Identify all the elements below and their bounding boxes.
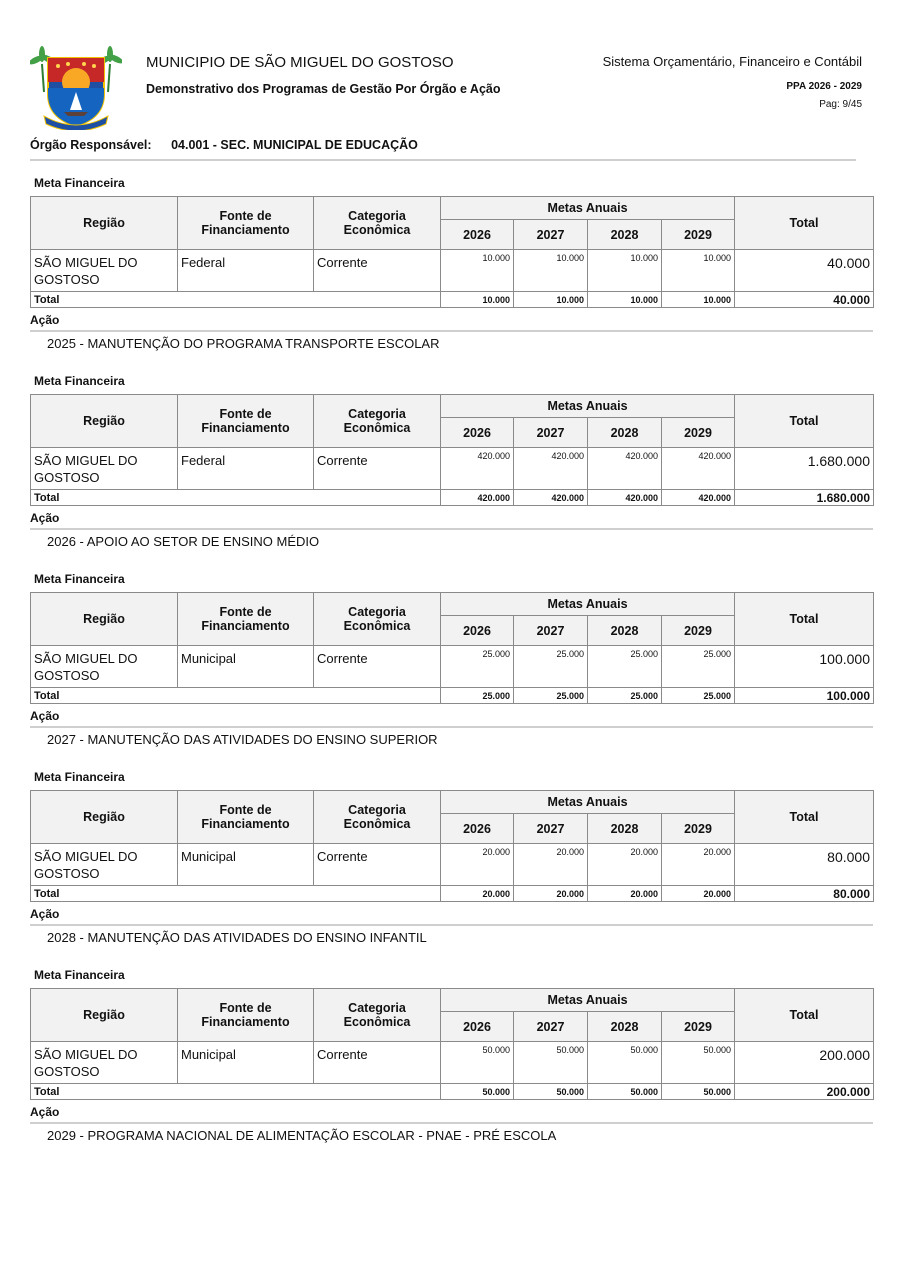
acao-label: Ação (30, 907, 60, 921)
total-grand: 100.000 (735, 688, 874, 704)
total-2028: 50.000 (588, 1084, 662, 1100)
acao-description: 2027 - MANUTENÇÃO DAS ATIVIDADES DO ENSINO SUPERIOR (47, 732, 438, 747)
cell-value-2027: 10.000 (514, 250, 588, 292)
header-divider (30, 159, 856, 161)
col-fonte: Fonte de Financiamento (178, 593, 314, 646)
cell-value-2026: 25.000 (441, 646, 514, 688)
col-year: 2027 (514, 616, 588, 646)
col-fonte: Fonte de Financiamento (178, 197, 314, 250)
acao-label: Ação (30, 313, 60, 327)
cell-value-2028: 20.000 (588, 844, 662, 886)
col-regiao: Região (31, 791, 178, 844)
municipal-coat-of-arms-logo (30, 42, 122, 130)
total-grand: 80.000 (735, 886, 874, 902)
cell-regiao: SÃO MIGUEL DO GOSTOSO (31, 1042, 178, 1084)
cell-total: 40.000 (735, 250, 874, 292)
financial-goal-block (30, 966, 873, 1164)
col-year: 2029 (662, 220, 735, 250)
table-row (31, 646, 874, 688)
col-year: 2026 (441, 1012, 514, 1042)
meta-financeira-title: Meta Financeira (34, 572, 125, 586)
total-grand: 40.000 (735, 292, 874, 308)
cell-categoria: Corrente (314, 250, 441, 292)
total-2029: 10.000 (662, 292, 735, 308)
total-2029: 420.000 (662, 490, 735, 506)
responsible-organ-value: 04.001 - SEC. MUNICIPAL DE EDUCAÇÃO (171, 138, 418, 152)
col-categoria: Categoria Econômica (314, 197, 441, 250)
total-2026: 420.000 (441, 490, 514, 506)
col-metas-anuais: Metas Anuais (441, 395, 735, 418)
col-year: 2029 (662, 814, 735, 844)
cell-regiao: SÃO MIGUEL DO GOSTOSO (31, 646, 178, 688)
report-title: Demonstrativo dos Programas de Gestão Por Órgão e Ação (146, 82, 501, 96)
cell-categoria: Corrente (314, 448, 441, 490)
report-header (0, 0, 900, 130)
cell-value-2027: 25.000 (514, 646, 588, 688)
financial-goal-table (30, 592, 874, 704)
cell-value-2028: 420.000 (588, 448, 662, 490)
col-categoria: Categoria Econômica (314, 989, 441, 1042)
total-row (31, 688, 874, 704)
cell-value-2027: 420.000 (514, 448, 588, 490)
cell-regiao: SÃO MIGUEL DO GOSTOSO (31, 844, 178, 886)
page-number: Pag: 9/45 (819, 99, 862, 110)
table-row (31, 1042, 874, 1084)
total-2027: 50.000 (514, 1084, 588, 1100)
col-total: Total (735, 593, 874, 646)
col-regiao: Região (31, 989, 178, 1042)
cell-value-2029: 10.000 (662, 250, 735, 292)
cell-total: 1.680.000 (735, 448, 874, 490)
cell-value-2027: 20.000 (514, 844, 588, 886)
cell-categoria: Corrente (314, 1042, 441, 1084)
cell-value-2029: 50.000 (662, 1042, 735, 1084)
total-row-label: Total (31, 490, 441, 506)
total-grand: 1.680.000 (735, 490, 874, 506)
col-year: 2029 (662, 418, 735, 448)
cell-total: 80.000 (735, 844, 874, 886)
col-regiao: Região (31, 593, 178, 646)
total-2027: 10.000 (514, 292, 588, 308)
cell-regiao: SÃO MIGUEL DO GOSTOSO (31, 448, 178, 490)
col-categoria: Categoria Econômica (314, 395, 441, 448)
cell-fonte: Municipal (178, 646, 314, 688)
col-year: 2027 (514, 220, 588, 250)
col-year: 2028 (588, 1012, 662, 1042)
meta-financeira-title: Meta Financeira (34, 968, 125, 982)
system-name: Sistema Orçamentário, Financeiro e Contábil (602, 54, 862, 69)
col-year: 2026 (441, 220, 514, 250)
total-2028: 25.000 (588, 688, 662, 704)
table-row (31, 844, 874, 886)
cell-total: 200.000 (735, 1042, 874, 1084)
responsible-organ-label: Órgão Responsável: (30, 138, 152, 152)
col-metas-anuais: Metas Anuais (441, 989, 735, 1012)
municipality-name: MUNICIPIO DE SÃO MIGUEL DO GOSTOSO (146, 54, 454, 71)
acao-description: 2029 - PROGRAMA NACIONAL DE ALIMENTAÇÃO ESCOLAR - PNAE - PRÉ ESCOLA (47, 1128, 557, 1143)
financial-goal-block (30, 570, 873, 768)
col-year: 2028 (588, 220, 662, 250)
financial-goal-block (30, 768, 873, 966)
total-2027: 420.000 (514, 490, 588, 506)
col-year: 2026 (441, 616, 514, 646)
total-2029: 20.000 (662, 886, 735, 902)
col-year: 2027 (514, 814, 588, 844)
col-total: Total (735, 989, 874, 1042)
col-year: 2026 (441, 814, 514, 844)
total-2026: 50.000 (441, 1084, 514, 1100)
cell-value-2028: 10.000 (588, 250, 662, 292)
total-row (31, 490, 874, 506)
col-categoria: Categoria Econômica (314, 791, 441, 844)
meta-financeira-title: Meta Financeira (34, 374, 125, 388)
ppa-period: PPA 2026 - 2029 (786, 81, 862, 92)
cell-value-2029: 20.000 (662, 844, 735, 886)
total-row-label: Total (31, 886, 441, 902)
col-year: 2028 (588, 814, 662, 844)
cell-value-2026: 10.000 (441, 250, 514, 292)
acao-description: 2025 - MANUTENÇÃO DO PROGRAMA TRANSPORTE ESCOLAR (47, 336, 440, 351)
col-metas-anuais: Metas Anuais (441, 791, 735, 814)
cell-fonte: Federal (178, 448, 314, 490)
cell-value-2027: 50.000 (514, 1042, 588, 1084)
total-2028: 10.000 (588, 292, 662, 308)
financial-goal-table (30, 394, 874, 506)
total-grand: 200.000 (735, 1084, 874, 1100)
cell-fonte: Federal (178, 250, 314, 292)
responsible-organ (30, 138, 418, 152)
total-row (31, 1084, 874, 1100)
acao-divider (30, 924, 873, 926)
cell-value-2029: 420.000 (662, 448, 735, 490)
total-2029: 25.000 (662, 688, 735, 704)
col-categoria: Categoria Econômica (314, 593, 441, 646)
cell-value-2029: 25.000 (662, 646, 735, 688)
total-2029: 50.000 (662, 1084, 735, 1100)
cell-fonte: Municipal (178, 844, 314, 886)
table-row (31, 448, 874, 490)
total-row-label: Total (31, 292, 441, 308)
financial-goal-block (30, 372, 873, 570)
col-year: 2029 (662, 1012, 735, 1042)
acao-divider (30, 330, 873, 332)
cell-value-2028: 50.000 (588, 1042, 662, 1084)
col-year: 2026 (441, 418, 514, 448)
acao-description: 2028 - MANUTENÇÃO DAS ATIVIDADES DO ENSINO INFANTIL (47, 930, 427, 945)
acao-divider (30, 726, 873, 728)
col-total: Total (735, 197, 874, 250)
acao-description: 2026 - APOIO AO SETOR DE ENSINO MÉDIO (47, 534, 320, 549)
acao-divider (30, 1122, 873, 1124)
cell-total: 100.000 (735, 646, 874, 688)
col-total: Total (735, 791, 874, 844)
col-regiao: Região (31, 395, 178, 448)
col-fonte: Fonte de Financiamento (178, 989, 314, 1042)
total-2028: 20.000 (588, 886, 662, 902)
col-metas-anuais: Metas Anuais (441, 593, 735, 616)
total-row-label: Total (31, 1084, 441, 1100)
cell-categoria: Corrente (314, 646, 441, 688)
acao-label: Ação (30, 709, 60, 723)
cell-value-2026: 50.000 (441, 1042, 514, 1084)
col-year: 2027 (514, 418, 588, 448)
col-year: 2028 (588, 418, 662, 448)
financial-goal-table (30, 196, 874, 308)
total-2026: 20.000 (441, 886, 514, 902)
col-metas-anuais: Metas Anuais (441, 197, 735, 220)
total-2026: 10.000 (441, 292, 514, 308)
total-row (31, 886, 874, 902)
col-year: 2029 (662, 616, 735, 646)
acao-divider (30, 528, 873, 530)
cell-value-2026: 420.000 (441, 448, 514, 490)
financial-goal-table (30, 988, 874, 1100)
total-row (31, 292, 874, 308)
col-regiao: Região (31, 197, 178, 250)
col-fonte: Fonte de Financiamento (178, 791, 314, 844)
cell-value-2026: 20.000 (441, 844, 514, 886)
acao-label: Ação (30, 511, 60, 525)
cell-regiao: SÃO MIGUEL DO GOSTOSO (31, 250, 178, 292)
total-2026: 25.000 (441, 688, 514, 704)
cell-value-2028: 25.000 (588, 646, 662, 688)
total-2027: 25.000 (514, 688, 588, 704)
col-total: Total (735, 395, 874, 448)
financial-goal-table (30, 790, 874, 902)
financial-goal-block (30, 174, 873, 372)
cell-fonte: Municipal (178, 1042, 314, 1084)
col-fonte: Fonte de Financiamento (178, 395, 314, 448)
meta-financeira-title: Meta Financeira (34, 770, 125, 784)
table-row (31, 250, 874, 292)
col-year: 2027 (514, 1012, 588, 1042)
total-2028: 420.000 (588, 490, 662, 506)
cell-categoria: Corrente (314, 844, 441, 886)
meta-financeira-title: Meta Financeira (34, 176, 125, 190)
total-2027: 20.000 (514, 886, 588, 902)
acao-label: Ação (30, 1105, 60, 1119)
total-row-label: Total (31, 688, 441, 704)
col-year: 2028 (588, 616, 662, 646)
program-blocks (30, 174, 873, 1164)
